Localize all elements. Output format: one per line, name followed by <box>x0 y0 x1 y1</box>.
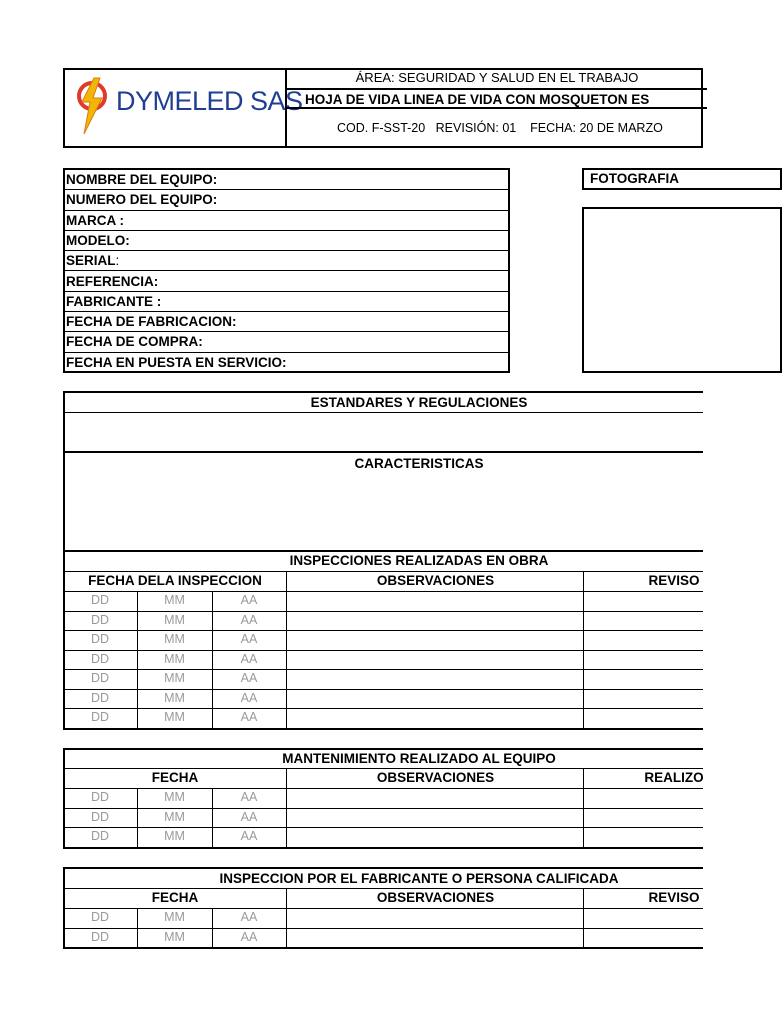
observation-cell[interactable] <box>287 689 584 709</box>
month-cell[interactable]: MM <box>164 593 185 607</box>
month-cell[interactable]: MM <box>164 632 185 646</box>
table-row <box>63 708 703 728</box>
field-row: MODELO: <box>65 231 508 251</box>
signature-cell[interactable] <box>584 611 703 631</box>
field-row: NOMBRE DEL EQUIPO: <box>65 170 508 190</box>
month-cell[interactable]: MM <box>164 612 185 627</box>
col-reviewed: REVISO <box>648 890 700 905</box>
header-area: ÁREA: SEGURIDAD Y SALUD EN EL TRABAJO <box>355 70 639 85</box>
table-row <box>63 611 703 631</box>
observation-cell[interactable] <box>287 650 584 670</box>
month-cell[interactable]: MM <box>164 690 185 705</box>
company-logo-text: DYMELED SAS <box>116 86 303 116</box>
day-cell[interactable]: DD <box>90 829 110 844</box>
col-observations: OBSERVACIONES <box>376 770 495 785</box>
signature-cell[interactable] <box>584 827 703 847</box>
signature-cell[interactable] <box>584 708 703 728</box>
year-cell[interactable]: AA <box>240 690 258 705</box>
photo-label: FOTOGRAFIA <box>582 168 782 190</box>
lightning-bolt-icon <box>72 76 112 136</box>
field-row: FABRICANTE : <box>65 292 508 312</box>
field-row: MARCA : <box>65 211 508 231</box>
col-inspection-date: FECHA DELA INSPECCION <box>88 573 262 588</box>
day-cell[interactable]: DD <box>90 790 110 804</box>
day-cell[interactable]: DD <box>90 593 110 607</box>
field-row: SERIAL: <box>65 251 508 271</box>
month-cell[interactable]: MM <box>164 910 185 924</box>
col-reviewed: REVISO <box>648 573 700 588</box>
year-cell[interactable]: AA <box>240 651 258 666</box>
divider <box>63 451 703 453</box>
col-maintenance-date: FECHA <box>151 770 199 785</box>
divider <box>63 768 703 769</box>
divider <box>63 571 703 572</box>
month-cell[interactable]: MM <box>164 671 185 685</box>
inspections-title: INSPECCIONES REALIZADAS EN OBRA <box>289 553 549 568</box>
month-cell[interactable]: MM <box>164 809 185 824</box>
observation-cell[interactable] <box>287 908 584 928</box>
signature-cell[interactable] <box>584 630 703 650</box>
day-cell[interactable]: DD <box>90 910 110 924</box>
photo-box[interactable] <box>582 207 782 373</box>
doc-code: COD. F-SST-20 <box>337 121 426 135</box>
year-cell[interactable]: AA <box>240 910 258 924</box>
features-title: CARACTERISTICAS <box>354 456 484 471</box>
observation-cell[interactable] <box>287 669 584 689</box>
day-cell[interactable]: DD <box>90 929 110 944</box>
table-row <box>63 808 703 828</box>
col-observations: OBSERVACIONES <box>376 890 495 905</box>
year-cell[interactable]: AA <box>240 809 258 824</box>
observation-cell[interactable] <box>287 827 584 847</box>
observation-cell[interactable] <box>287 630 584 650</box>
day-cell[interactable]: DD <box>90 809 110 824</box>
standards-content-area[interactable] <box>63 413 703 451</box>
day-cell[interactable]: DD <box>90 612 110 627</box>
observation-cell[interactable] <box>287 591 584 611</box>
table-row <box>63 591 703 611</box>
observation-cell[interactable] <box>287 788 584 808</box>
signature-cell[interactable] <box>584 669 703 689</box>
table-row <box>63 928 703 948</box>
equipment-info-table <box>63 168 510 373</box>
day-cell[interactable]: DD <box>90 632 110 646</box>
table-row <box>63 908 703 928</box>
signature-cell[interactable] <box>584 788 703 808</box>
observation-cell[interactable] <box>287 808 584 828</box>
col-observations: OBSERVACIONES <box>376 573 495 588</box>
month-cell[interactable]: MM <box>164 710 185 724</box>
field-row: FECHA DE COMPRA: <box>65 332 508 352</box>
doc-date: FECHA: 20 DE MARZO <box>530 121 663 135</box>
month-cell[interactable]: MM <box>164 829 185 844</box>
month-cell[interactable]: MM <box>164 929 185 944</box>
year-cell[interactable]: AA <box>240 593 258 607</box>
field-row: REFERENCIA: <box>65 272 508 292</box>
field-row: FECHA EN PUESTA EN SERVICIO: <box>66 354 287 370</box>
table-row <box>63 650 703 670</box>
year-cell[interactable]: AA <box>240 671 258 685</box>
table-row <box>63 689 703 709</box>
header-codes <box>287 109 707 148</box>
table-row <box>63 827 703 847</box>
col-performed-by: REALIZO <box>644 770 704 785</box>
signature-cell[interactable] <box>584 689 703 709</box>
day-cell[interactable]: DD <box>90 690 110 705</box>
document-title: HOJA DE VIDA LINEA DE VIDA CON MOSQUETON ES <box>287 88 707 109</box>
year-cell[interactable]: AA <box>240 790 258 804</box>
standards-title: ESTANDARES Y REGULACIONES <box>310 395 528 410</box>
field-row: NUMERO DEL EQUIPO: <box>65 190 508 210</box>
signature-cell[interactable] <box>584 908 703 928</box>
year-cell[interactable]: AA <box>240 632 258 646</box>
table-row <box>63 630 703 650</box>
col-manufacturer-date: FECHA <box>151 890 199 905</box>
signature-cell[interactable] <box>584 650 703 670</box>
signature-cell[interactable] <box>584 591 703 611</box>
observation-cell[interactable] <box>287 611 584 631</box>
day-cell[interactable]: DD <box>90 710 110 724</box>
month-cell[interactable]: MM <box>164 790 185 804</box>
manufacturer-inspection-title: INSPECCION POR EL FABRICANTE O PERSONA CALIFICADA <box>219 871 619 886</box>
month-cell[interactable]: MM <box>164 651 185 666</box>
day-cell[interactable]: DD <box>90 651 110 666</box>
table-row <box>63 788 703 808</box>
observation-cell[interactable] <box>287 928 584 948</box>
year-cell[interactable]: AA <box>240 710 258 724</box>
year-cell[interactable]: AA <box>240 612 258 627</box>
table-row <box>63 669 703 689</box>
signature-cell[interactable] <box>584 928 703 948</box>
doc-revision: REVISIÓN: 01 <box>435 121 517 135</box>
field-row: FECHA DE FABRICACION: <box>65 312 508 332</box>
year-cell[interactable]: AA <box>240 929 258 944</box>
observation-cell[interactable] <box>287 708 584 728</box>
features-content-area[interactable] <box>63 474 703 550</box>
maintenance-title: MANTENIMIENTO REALIZADO AL EQUIPO <box>282 751 556 766</box>
signature-cell[interactable] <box>584 808 703 828</box>
day-cell[interactable]: DD <box>90 671 110 685</box>
year-cell[interactable]: AA <box>240 829 258 844</box>
divider <box>63 888 703 889</box>
divider <box>63 550 703 552</box>
